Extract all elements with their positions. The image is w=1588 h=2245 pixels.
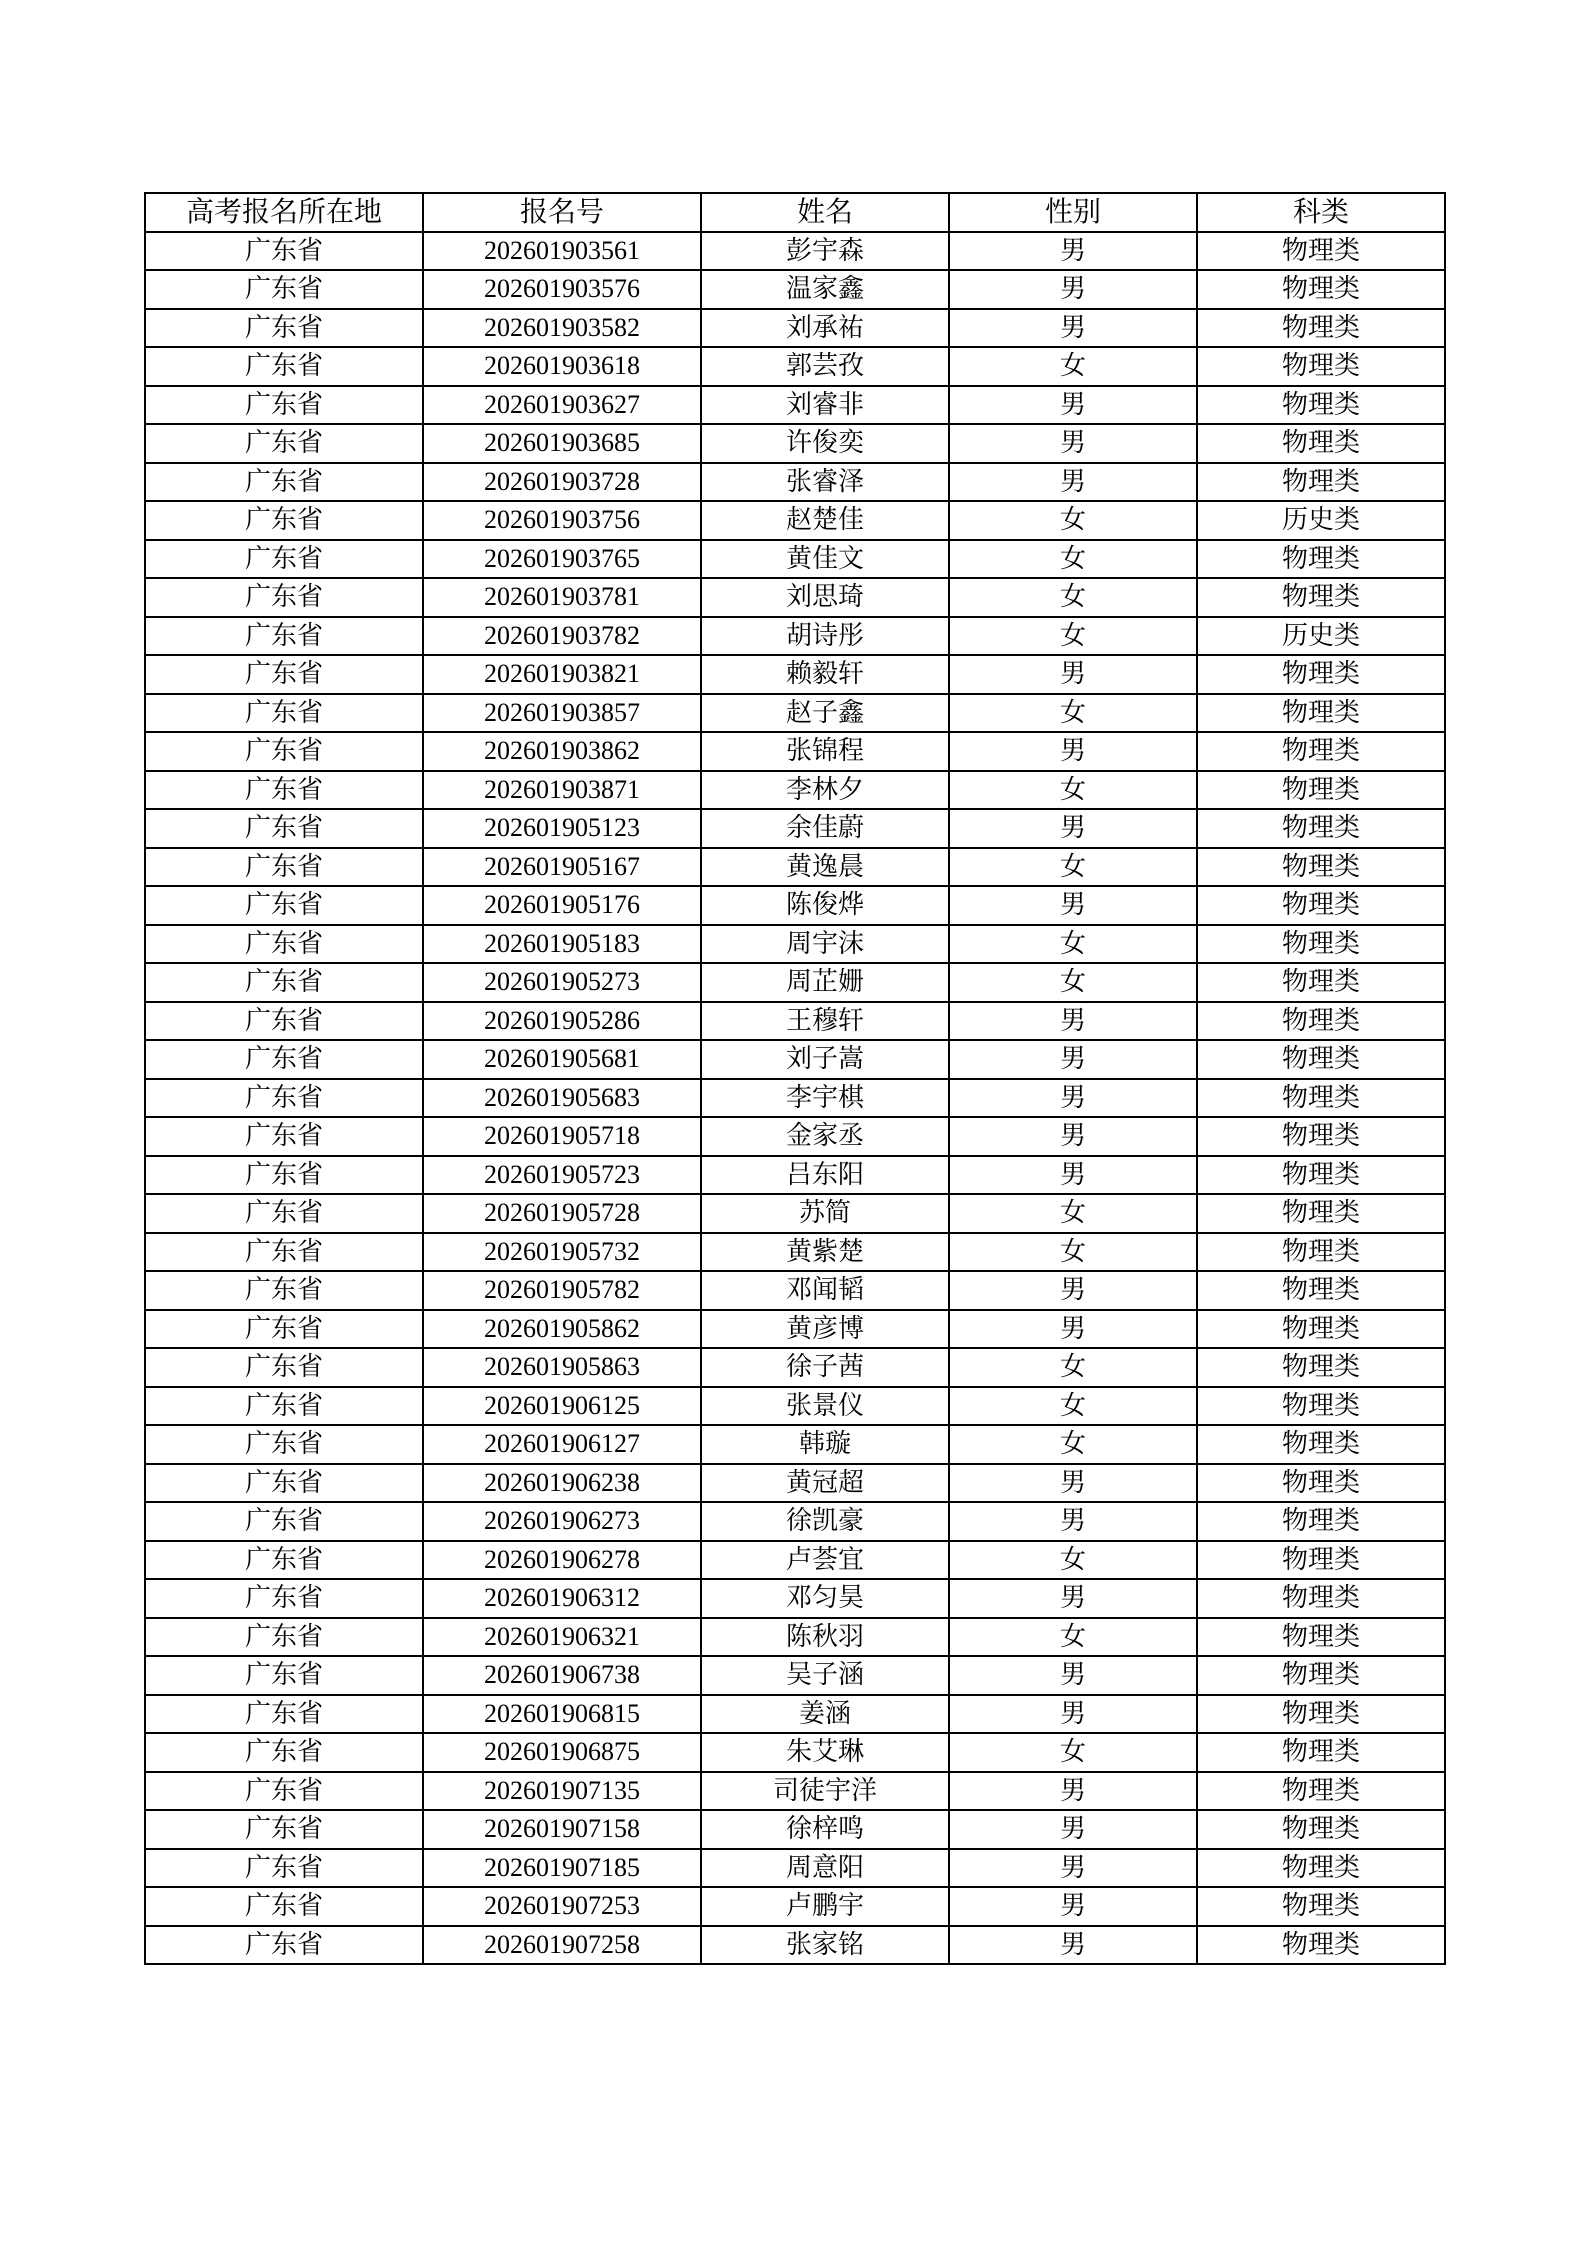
cell-name: 吴子涵 [701,1656,949,1695]
cell-gender: 男 [949,270,1197,309]
cell-gender: 男 [949,424,1197,463]
cell-subject-category: 物理类 [1197,655,1445,694]
cell-location: 广东省 [145,1464,423,1503]
table-row [145,347,1445,386]
cell-subject-category: 物理类 [1197,1926,1445,1965]
cell-registration-number: 202601905732 [423,1233,701,1272]
cell-gender: 男 [949,1656,1197,1695]
cell-location: 广东省 [145,1348,423,1387]
cell-location: 广东省 [145,732,423,771]
cell-gender: 男 [949,1695,1197,1734]
cell-location: 广东省 [145,925,423,964]
cell-registration-number: 202601905123 [423,809,701,848]
cell-registration-number: 202601906125 [423,1387,701,1426]
table-header [145,193,1445,232]
cell-subject-category: 物理类 [1197,963,1445,1002]
cell-name: 韩璇 [701,1425,949,1464]
table-body [145,232,1445,1965]
table-row [145,1502,1445,1541]
cell-location: 广东省 [145,1194,423,1233]
cell-name: 赵子鑫 [701,694,949,733]
table-row [145,386,1445,425]
table-row [145,1579,1445,1618]
table-row [145,1117,1445,1156]
table-row [145,1079,1445,1118]
table-row [145,732,1445,771]
cell-name: 黄紫楚 [701,1233,949,1272]
table-row [145,771,1445,810]
cell-name: 张景仪 [701,1387,949,1426]
cell-name: 徐子茜 [701,1348,949,1387]
cell-name: 周宇沫 [701,925,949,964]
cell-location: 广东省 [145,1541,423,1580]
cell-subject-category: 物理类 [1197,771,1445,810]
table-row [145,1464,1445,1503]
table-row [145,578,1445,617]
cell-registration-number: 202601906238 [423,1464,701,1503]
table-row [145,1618,1445,1657]
header-name: 姓名 [701,193,949,232]
cell-name: 刘承祐 [701,309,949,348]
cell-location: 广东省 [145,1579,423,1618]
cell-subject-category: 物理类 [1197,1079,1445,1118]
cell-subject-category: 物理类 [1197,886,1445,925]
cell-gender: 女 [949,347,1197,386]
cell-registration-number: 202601905286 [423,1002,701,1041]
cell-location: 广东省 [145,771,423,810]
cell-location: 广东省 [145,1002,423,1041]
cell-subject-category: 物理类 [1197,1887,1445,1926]
table-row [145,694,1445,733]
cell-location: 广东省 [145,424,423,463]
cell-registration-number: 202601906312 [423,1579,701,1618]
cell-location: 广东省 [145,1695,423,1734]
table-row [145,1541,1445,1580]
cell-gender: 男 [949,1772,1197,1811]
cell-name: 黄冠超 [701,1464,949,1503]
table-row [145,463,1445,502]
cell-gender: 女 [949,1733,1197,1772]
cell-gender: 男 [949,1156,1197,1195]
cell-gender: 男 [949,655,1197,694]
cell-registration-number: 202601905782 [423,1271,701,1310]
cell-name: 朱艾琳 [701,1733,949,1772]
cell-registration-number: 202601903561 [423,232,701,271]
header-gender: 性别 [949,193,1197,232]
cell-location: 广东省 [145,617,423,656]
cell-subject-category: 物理类 [1197,540,1445,579]
cell-location: 广东省 [145,809,423,848]
cell-gender: 男 [949,1079,1197,1118]
cell-location: 广东省 [145,963,423,1002]
cell-gender: 男 [949,1849,1197,1888]
cell-registration-number: 202601906127 [423,1425,701,1464]
cell-subject-category: 物理类 [1197,1002,1445,1041]
cell-registration-number: 202601903756 [423,501,701,540]
table-row [145,1772,1445,1811]
cell-location: 广东省 [145,1502,423,1541]
cell-registration-number: 202601905273 [423,963,701,1002]
cell-registration-number: 202601903821 [423,655,701,694]
cell-registration-number: 202601907253 [423,1887,701,1926]
table-row [145,309,1445,348]
cell-name: 邓匀昊 [701,1579,949,1618]
cell-location: 广东省 [145,232,423,271]
table-row [145,1849,1445,1888]
cell-location: 广东省 [145,1156,423,1195]
cell-location: 广东省 [145,886,423,925]
cell-registration-number: 202601906738 [423,1656,701,1695]
cell-registration-number: 202601906321 [423,1618,701,1657]
cell-location: 广东省 [145,655,423,694]
cell-subject-category: 物理类 [1197,1464,1445,1503]
cell-location: 广东省 [145,347,423,386]
cell-registration-number: 202601905728 [423,1194,701,1233]
cell-subject-category: 物理类 [1197,1387,1445,1426]
cell-gender: 男 [949,809,1197,848]
cell-subject-category: 物理类 [1197,1733,1445,1772]
table-row [145,1348,1445,1387]
table-row [145,501,1445,540]
cell-location: 广东省 [145,1810,423,1849]
cell-registration-number: 202601903782 [423,617,701,656]
cell-registration-number: 202601903862 [423,732,701,771]
cell-registration-number: 202601907135 [423,1772,701,1811]
cell-gender: 女 [949,694,1197,733]
cell-location: 广东省 [145,1233,423,1272]
cell-location: 广东省 [145,1387,423,1426]
cell-gender: 女 [949,963,1197,1002]
cell-name: 卢荟宜 [701,1541,949,1580]
cell-location: 广东省 [145,386,423,425]
cell-name: 李宇棋 [701,1079,949,1118]
cell-location: 广东省 [145,1425,423,1464]
cell-subject-category: 物理类 [1197,270,1445,309]
cell-gender: 女 [949,1233,1197,1272]
cell-gender: 男 [949,1464,1197,1503]
cell-subject-category: 物理类 [1197,1502,1445,1541]
cell-subject-category: 物理类 [1197,848,1445,887]
cell-location: 广东省 [145,848,423,887]
cell-location: 广东省 [145,1117,423,1156]
cell-registration-number: 202601905718 [423,1117,701,1156]
cell-subject-category: 物理类 [1197,1040,1445,1079]
cell-registration-number: 202601905862 [423,1310,701,1349]
cell-name: 刘子嵩 [701,1040,949,1079]
cell-location: 广东省 [145,1618,423,1657]
cell-gender: 女 [949,1425,1197,1464]
cell-subject-category: 物理类 [1197,232,1445,271]
cell-gender: 男 [949,886,1197,925]
cell-registration-number: 202601906273 [423,1502,701,1541]
cell-name: 许俊奕 [701,424,949,463]
table-row [145,1733,1445,1772]
cell-gender: 女 [949,578,1197,617]
cell-location: 广东省 [145,1656,423,1695]
table-row [145,1887,1445,1926]
cell-name: 徐梓鸣 [701,1810,949,1849]
admission-table [144,192,1446,1965]
cell-registration-number: 202601903582 [423,309,701,348]
cell-gender: 男 [949,232,1197,271]
cell-location: 广东省 [145,1926,423,1965]
cell-location: 广东省 [145,501,423,540]
cell-name: 余佳蔚 [701,809,949,848]
cell-subject-category: 物理类 [1197,1849,1445,1888]
cell-subject-category: 物理类 [1197,809,1445,848]
table-row [145,1425,1445,1464]
cell-gender: 男 [949,1810,1197,1849]
cell-gender: 女 [949,1348,1197,1387]
cell-location: 广东省 [145,1733,423,1772]
cell-registration-number: 202601903576 [423,270,701,309]
cell-location: 广东省 [145,1079,423,1118]
cell-gender: 女 [949,925,1197,964]
table-row [145,848,1445,887]
cell-location: 广东省 [145,463,423,502]
cell-subject-category: 物理类 [1197,1579,1445,1618]
cell-gender: 男 [949,732,1197,771]
admission-list-sheet [144,192,1444,1965]
cell-name: 赖毅轩 [701,655,949,694]
cell-subject-category: 物理类 [1197,1656,1445,1695]
cell-registration-number: 202601905683 [423,1079,701,1118]
cell-name: 姜涵 [701,1695,949,1734]
cell-registration-number: 202601907258 [423,1926,701,1965]
cell-subject-category: 物理类 [1197,1194,1445,1233]
table-row [145,1194,1445,1233]
cell-gender: 男 [949,1502,1197,1541]
cell-gender: 男 [949,1002,1197,1041]
cell-registration-number: 202601903627 [423,386,701,425]
table-row [145,1156,1445,1195]
table-row [145,1387,1445,1426]
cell-subject-category: 物理类 [1197,347,1445,386]
table-row [145,232,1445,271]
cell-gender: 女 [949,540,1197,579]
cell-registration-number: 202601905167 [423,848,701,887]
table-row [145,1271,1445,1310]
cell-registration-number: 202601906875 [423,1733,701,1772]
cell-registration-number: 202601907158 [423,1810,701,1849]
cell-location: 广东省 [145,1040,423,1079]
table-row [145,424,1445,463]
cell-location: 广东省 [145,1310,423,1349]
table-row [145,809,1445,848]
cell-registration-number: 202601903685 [423,424,701,463]
cell-gender: 女 [949,1618,1197,1657]
cell-subject-category: 物理类 [1197,1618,1445,1657]
cell-location: 广东省 [145,578,423,617]
cell-location: 广东省 [145,1849,423,1888]
cell-subject-category: 物理类 [1197,1117,1445,1156]
cell-subject-category: 物理类 [1197,925,1445,964]
cell-registration-number: 202601907185 [423,1849,701,1888]
table-row [145,655,1445,694]
cell-name: 邓闻韬 [701,1271,949,1310]
cell-registration-number: 202601903871 [423,771,701,810]
header-registration-location: 高考报名所在地 [145,193,423,232]
cell-gender: 女 [949,1194,1197,1233]
table-row [145,1310,1445,1349]
cell-name: 陈俊烨 [701,886,949,925]
cell-subject-category: 物理类 [1197,1310,1445,1349]
cell-subject-category: 物理类 [1197,1348,1445,1387]
cell-gender: 女 [949,1387,1197,1426]
cell-subject-category: 物理类 [1197,424,1445,463]
cell-location: 广东省 [145,540,423,579]
table-row [145,1926,1445,1965]
cell-subject-category: 物理类 [1197,694,1445,733]
cell-name: 吕东阳 [701,1156,949,1195]
table-row [145,886,1445,925]
cell-name: 彭宇森 [701,232,949,271]
cell-registration-number: 202601903857 [423,694,701,733]
cell-subject-category: 物理类 [1197,1772,1445,1811]
table-row [145,1695,1445,1734]
header-registration-number: 报名号 [423,193,701,232]
cell-registration-number: 202601906815 [423,1695,701,1734]
cell-registration-number: 202601903618 [423,347,701,386]
cell-location: 广东省 [145,1772,423,1811]
cell-location: 广东省 [145,1887,423,1926]
cell-name: 周意阳 [701,1849,949,1888]
table-row [145,1040,1445,1079]
cell-subject-category: 物理类 [1197,1233,1445,1272]
cell-gender: 男 [949,1887,1197,1926]
cell-gender: 男 [949,1040,1197,1079]
cell-name: 王穆轩 [701,1002,949,1041]
table-row [145,617,1445,656]
table-row [145,925,1445,964]
cell-name: 张家铭 [701,1926,949,1965]
cell-name: 刘思琦 [701,578,949,617]
cell-name: 金家丞 [701,1117,949,1156]
cell-name: 李林夕 [701,771,949,810]
cell-subject-category: 历史类 [1197,617,1445,656]
header-subject-category: 科类 [1197,193,1445,232]
cell-name: 张睿泽 [701,463,949,502]
cell-subject-category: 物理类 [1197,1695,1445,1734]
cell-registration-number: 202601905183 [423,925,701,964]
table-row [145,1233,1445,1272]
cell-location: 广东省 [145,694,423,733]
cell-location: 广东省 [145,309,423,348]
cell-registration-number: 202601903728 [423,463,701,502]
cell-registration-number: 202601905863 [423,1348,701,1387]
cell-gender: 女 [949,501,1197,540]
cell-gender: 男 [949,1117,1197,1156]
cell-name: 黄彦博 [701,1310,949,1349]
cell-name: 周芷姗 [701,963,949,1002]
cell-subject-category: 历史类 [1197,501,1445,540]
cell-registration-number: 202601903781 [423,578,701,617]
cell-gender: 女 [949,771,1197,810]
cell-gender: 男 [949,1271,1197,1310]
cell-registration-number: 202601905176 [423,886,701,925]
cell-gender: 男 [949,1310,1197,1349]
header-row [145,193,1445,232]
cell-name: 刘睿非 [701,386,949,425]
cell-registration-number: 202601905681 [423,1040,701,1079]
cell-gender: 女 [949,1541,1197,1580]
cell-name: 温家鑫 [701,270,949,309]
cell-subject-category: 物理类 [1197,1156,1445,1195]
cell-name: 徐凯豪 [701,1502,949,1541]
cell-gender: 男 [949,1579,1197,1618]
cell-registration-number: 202601906278 [423,1541,701,1580]
cell-name: 苏简 [701,1194,949,1233]
cell-subject-category: 物理类 [1197,578,1445,617]
table-row [145,963,1445,1002]
cell-name: 司徒宇洋 [701,1772,949,1811]
cell-name: 黄逸晨 [701,848,949,887]
cell-gender: 男 [949,386,1197,425]
cell-gender: 男 [949,1926,1197,1965]
cell-location: 广东省 [145,1271,423,1310]
cell-subject-category: 物理类 [1197,309,1445,348]
cell-name: 胡诗彤 [701,617,949,656]
cell-subject-category: 物理类 [1197,1425,1445,1464]
cell-subject-category: 物理类 [1197,463,1445,502]
cell-name: 张锦程 [701,732,949,771]
cell-name: 卢鹏宇 [701,1887,949,1926]
cell-name: 陈秋羽 [701,1618,949,1657]
cell-subject-category: 物理类 [1197,1541,1445,1580]
cell-subject-category: 物理类 [1197,386,1445,425]
cell-subject-category: 物理类 [1197,732,1445,771]
cell-registration-number: 202601903765 [423,540,701,579]
cell-subject-category: 物理类 [1197,1810,1445,1849]
table-row [145,1002,1445,1041]
cell-name: 赵楚佳 [701,501,949,540]
cell-registration-number: 202601905723 [423,1156,701,1195]
cell-name: 黄佳文 [701,540,949,579]
cell-location: 广东省 [145,270,423,309]
table-row [145,1810,1445,1849]
cell-gender: 女 [949,848,1197,887]
cell-subject-category: 物理类 [1197,1271,1445,1310]
cell-gender: 男 [949,309,1197,348]
cell-name: 郭芸孜 [701,347,949,386]
table-row [145,1656,1445,1695]
cell-gender: 女 [949,617,1197,656]
cell-gender: 男 [949,463,1197,502]
table-row [145,270,1445,309]
table-row [145,540,1445,579]
